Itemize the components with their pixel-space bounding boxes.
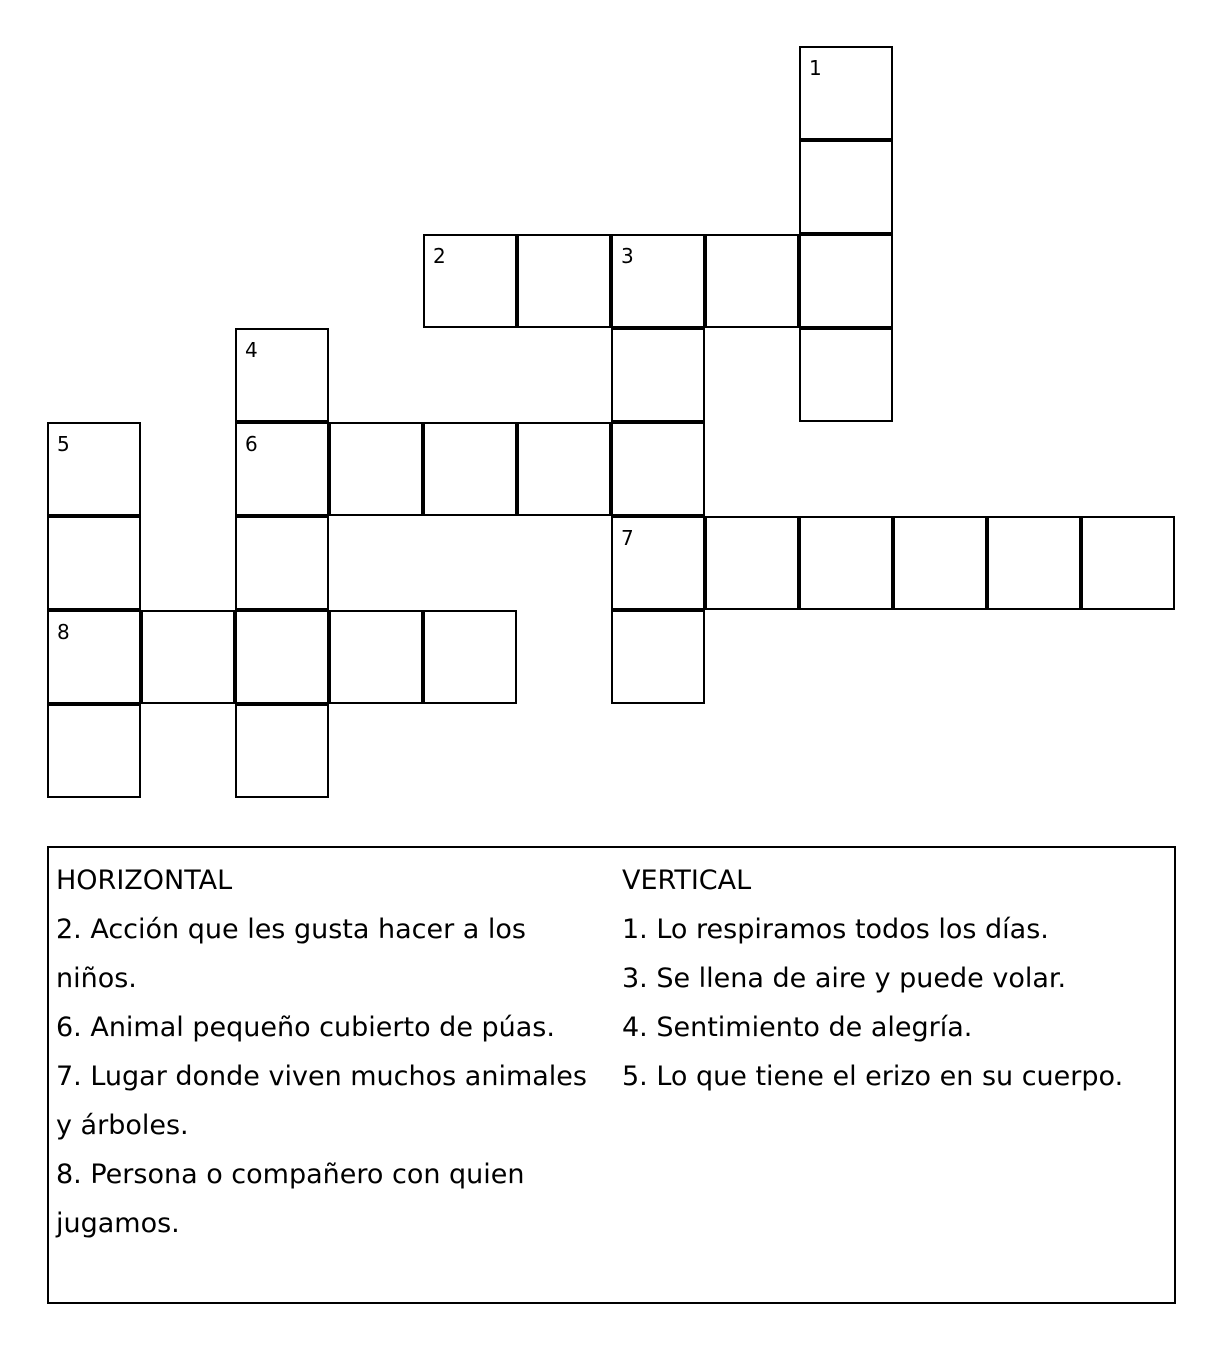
clue-vertical-5: 5. Lo que tiene el erizo en su cuerpo.	[622, 1061, 1124, 1092]
crossword-cell[interactable]	[611, 516, 705, 610]
clue-horizontal-2: 2. Acción que les gusta hacer a los niños.	[56, 914, 526, 994]
crossword-cell[interactable]	[799, 46, 893, 140]
cell-letter-input[interactable]	[801, 518, 891, 608]
horizontal-clues	[56, 856, 611, 1248]
cell-letter-input[interactable]	[707, 518, 797, 608]
crossword-cell[interactable]	[611, 610, 705, 704]
cell-letter-input[interactable]	[519, 236, 609, 326]
crossword-cell[interactable]	[799, 516, 893, 610]
clue-number: 5	[57, 432, 70, 456]
crossword-cell[interactable]	[329, 610, 423, 704]
crossword-cell[interactable]	[235, 610, 329, 704]
crossword-cell[interactable]	[705, 234, 799, 328]
cell-letter-input[interactable]	[237, 706, 327, 796]
clue-number: 8	[57, 620, 70, 644]
clue-number: 2	[433, 244, 446, 268]
crossword-cell[interactable]	[423, 234, 517, 328]
cell-letter-input[interactable]	[237, 612, 327, 702]
cell-letter-input[interactable]	[425, 236, 515, 326]
crossword-cell[interactable]	[799, 234, 893, 328]
crossword-cell[interactable]	[423, 422, 517, 516]
crossword-cell[interactable]	[141, 610, 235, 704]
cell-letter-input[interactable]	[801, 48, 891, 138]
crossword-cell[interactable]	[47, 422, 141, 516]
cell-letter-input[interactable]	[519, 424, 609, 514]
cell-letter-input[interactable]	[331, 424, 421, 514]
crossword-cell[interactable]	[329, 422, 423, 516]
cell-letter-input[interactable]	[895, 518, 985, 608]
clue-box	[47, 846, 1176, 1304]
cell-letter-input[interactable]	[49, 706, 139, 796]
clue-number: 6	[245, 432, 258, 456]
cell-letter-input[interactable]	[425, 424, 515, 514]
clue-vertical-1: 1. Lo respiramos todos los días.	[622, 914, 1049, 945]
cell-letter-input[interactable]	[49, 612, 139, 702]
clue-vertical-3: 3. Se llena de aire y puede volar.	[622, 963, 1067, 994]
crossword-cell[interactable]	[235, 422, 329, 516]
crossword-cell[interactable]	[987, 516, 1081, 610]
crossword-cell[interactable]	[517, 234, 611, 328]
cell-letter-input[interactable]	[331, 612, 421, 702]
vertical-title: VERTICAL	[622, 865, 752, 896]
crossword-cell[interactable]	[47, 516, 141, 610]
crossword-cell[interactable]	[705, 516, 799, 610]
cell-letter-input[interactable]	[1083, 518, 1173, 608]
crossword-cell[interactable]	[423, 610, 517, 704]
clue-number: 3	[621, 244, 634, 268]
cell-letter-input[interactable]	[613, 236, 703, 326]
clue-number: 1	[809, 56, 822, 80]
cell-letter-input[interactable]	[143, 612, 233, 702]
crossword-cell[interactable]	[799, 140, 893, 234]
cell-letter-input[interactable]	[707, 236, 797, 326]
cell-letter-input[interactable]	[49, 518, 139, 608]
clue-horizontal-6: 6. Animal pequeño cubierto de púas.	[56, 1012, 555, 1043]
crossword-cell[interactable]	[799, 328, 893, 422]
crossword-cell[interactable]	[235, 704, 329, 798]
crossword-cell[interactable]	[47, 610, 141, 704]
clue-vertical-4: 4. Sentimiento de alegría.	[622, 1012, 973, 1043]
cell-letter-input[interactable]	[237, 424, 327, 514]
crossword-cell[interactable]	[1081, 516, 1175, 610]
clue-number: 4	[245, 338, 258, 362]
crossword-cell[interactable]	[47, 704, 141, 798]
crossword-cell[interactable]	[611, 328, 705, 422]
cell-letter-input[interactable]	[237, 330, 327, 420]
crossword-cell[interactable]	[611, 422, 705, 516]
cell-letter-input[interactable]	[801, 330, 891, 420]
clue-horizontal-8: 8. Persona o compañero con quien jugamos.	[56, 1159, 525, 1239]
cell-letter-input[interactable]	[237, 518, 327, 608]
crossword-cell[interactable]	[611, 234, 705, 328]
cell-letter-input[interactable]	[613, 424, 703, 514]
cell-letter-input[interactable]	[989, 518, 1079, 608]
crossword-cell[interactable]	[235, 328, 329, 422]
cell-letter-input[interactable]	[613, 612, 703, 702]
cell-letter-input[interactable]	[613, 330, 703, 420]
cell-letter-input[interactable]	[49, 424, 139, 514]
cell-letter-input[interactable]	[801, 142, 891, 232]
cell-letter-input[interactable]	[425, 612, 515, 702]
cell-letter-input[interactable]	[801, 236, 891, 326]
clue-horizontal-7: 7. Lugar donde viven muchos animales y árboles.	[56, 1061, 587, 1141]
crossword-cell[interactable]	[893, 516, 987, 610]
cell-letter-input[interactable]	[613, 518, 703, 608]
crossword-cell[interactable]	[235, 516, 329, 610]
clue-number: 7	[621, 526, 634, 550]
crossword-cell[interactable]	[517, 422, 611, 516]
vertical-clues	[622, 856, 1162, 1101]
horizontal-title: HORIZONTAL	[56, 865, 233, 896]
